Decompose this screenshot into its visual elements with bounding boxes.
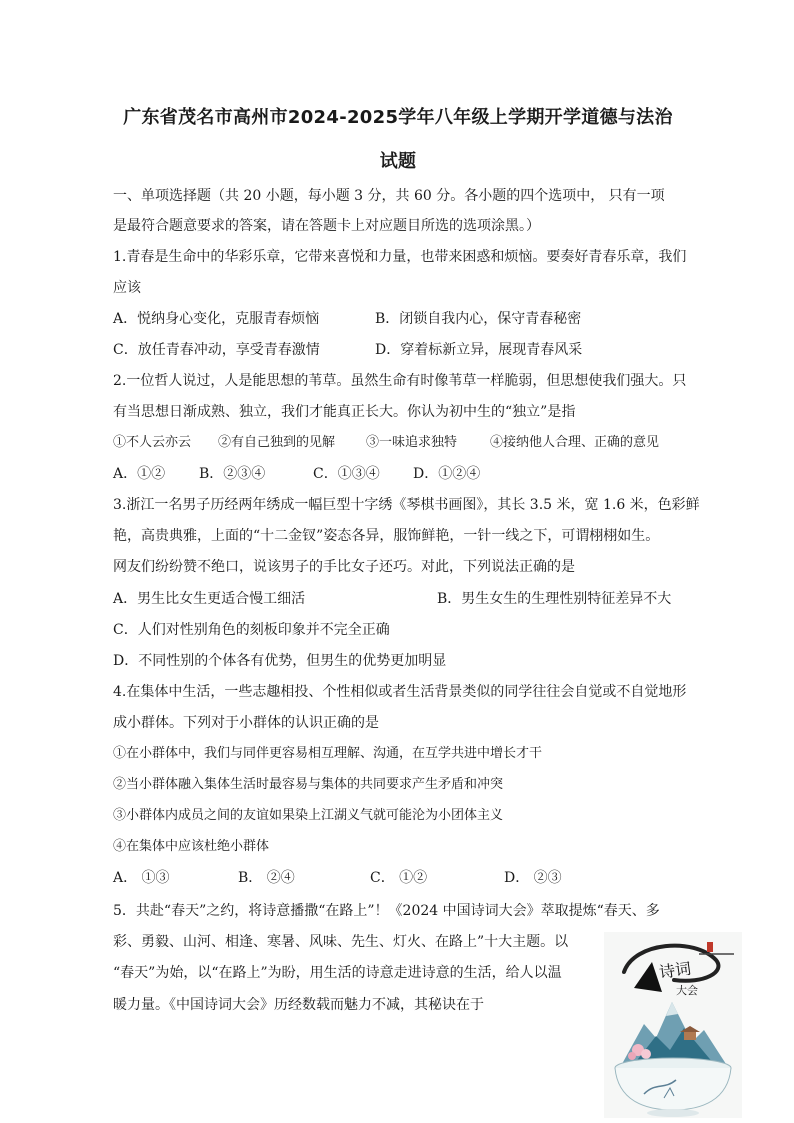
q5-stem-line2: 彩、勇毅、山河、相逢、寒暑、风味、先生、灯火、在路上”十大主题。以 [113, 934, 569, 950]
q2-option-a: A．①② [113, 466, 166, 482]
q1-option-b: B．闭锁自我内心，保守青春秘密 [375, 311, 582, 327]
svg-text:诗词: 诗词 [657, 958, 693, 982]
q1-option-c: C．放任青春冲动，享受青春激情 [113, 342, 320, 358]
q2-statement-2: ②有自己独到的见解 [218, 435, 336, 450]
q2-statement-1: ①不人云亦云 [113, 435, 192, 450]
q4-stem-line1: 4.在集体中生活，一些志趣相投、个性相似或者生活背景类似的同学往往会自觉或不自觉地形 [113, 684, 687, 700]
q2-option-d: D．①②④ [413, 466, 481, 482]
q2-stem-line1: 2.一位哲人说过，人是能思想的苇草。虽然生命有时像苇草一样脆弱，但思想使我们强大。只 [113, 373, 687, 389]
section-instruction-line1: 一、单项选择题（共 20 小题，每小题 3 分，共 60 分。各小题的四个选项中， 只有一项 [113, 188, 665, 204]
q4-option-a: A． ①③ [113, 870, 170, 886]
exam-title-line1: 广东省茂名市高州市2024-2025学年八年级上学期开学道德与法治 [123, 107, 673, 128]
q1-option-d: D．穿着标新立异，展现青春风采 [375, 342, 583, 358]
q2-statement-3: ③一味追求独特 [366, 435, 458, 450]
q3-option-d: D．不同性别的个体各有优势，但男生的优势更加明显 [113, 653, 447, 669]
q4-stem-line2: 成小群体。下列对于小群体的认识正确的是 [113, 715, 379, 731]
q2-option-b: B．②③④ [199, 466, 266, 482]
poetry-conference-illustration [604, 932, 742, 1118]
q2-statement-4: ④接纳他人合理、正确的意见 [490, 435, 660, 450]
q3-stem-line3: 网友们纷纷赞不绝口，说该男子的手比女子还巧。对此，下列说法正确的是 [113, 559, 575, 575]
svg-text:大会: 大会 [676, 984, 698, 997]
q4-statement-4: ④在集体中应该杜绝小群体 [113, 839, 270, 854]
q1-stem-line1: 1.青春是生命中的华彩乐章，它带来喜悦和力量，也带来困惑和烦恼。要奏好青春乐章，我们 [113, 249, 687, 265]
q2-option-c: C．①③④ [313, 466, 380, 482]
q3-option-a: A．男生比女生更适合慢工细活 [113, 591, 306, 607]
q1-stem-line2: 应该 [113, 280, 141, 296]
q3-option-b: B．男生女生的生理性别特征差异不大 [437, 591, 672, 607]
q4-option-c: C． ①② [370, 870, 428, 886]
q4-statement-1: ①在小群体中，我们与同伴更容易相互理解、沟通，在互学共进中增长才干 [113, 746, 543, 761]
q4-statement-3: ③小群体内成员之间的友谊如果染上江湖义气就可能沦为小团体主义 [113, 808, 504, 823]
q3-stem-line2: 艳，高贵典雅，上面的“十二金钗”姿态各异，服饰鲜艳，一针一线之下，可谓栩栩如生。 [113, 528, 660, 544]
q5-stem-line1: 5．共赴“春天”之约，将诗意播撒“在路上”！《2024 中国诗词大会》萃取提炼“春天、多 [113, 903, 660, 919]
q2-stem-line2: 有当思想日渐成熟、独立，我们才能真正长大。你认为初中生的“独立”是指 [113, 404, 576, 420]
q4-option-d: D． ②③ [504, 870, 562, 886]
q5-stem-line4: 暖力量。《中国诗词大会》历经数载而魅力不减，其秘诀在于 [113, 997, 484, 1013]
exam-title-line2: 试题 [379, 151, 417, 172]
q4-statement-2: ②当小群体融入集体生活时最容易与集体的共同要求产生矛盾和冲突 [113, 777, 504, 792]
q1-option-a: A．悦纳身心变化，克服青春烦恼 [113, 311, 320, 327]
poetry-teacup-mountain-image [604, 932, 742, 1118]
q5-stem-line3: “春天”为始，以“在路上”为盼，用生活的诗意走进诗意的生活，给人以温 [113, 965, 562, 981]
section-instruction-line2: 是最符合题意要求的答案，请在答题卡上对应题目所选的选项涂黑。） [113, 218, 540, 234]
q4-option-b: B． ②④ [238, 870, 295, 886]
q3-option-c: C．人们对性别角色的刻板印象并不完全正确 [113, 622, 390, 638]
q3-stem-line1: 3.浙江一名男子历经两年绣成一幅巨型十字绣《琴棋书画图》，其长 3.5 米，宽 1.6 米，色彩鲜 [113, 497, 700, 513]
